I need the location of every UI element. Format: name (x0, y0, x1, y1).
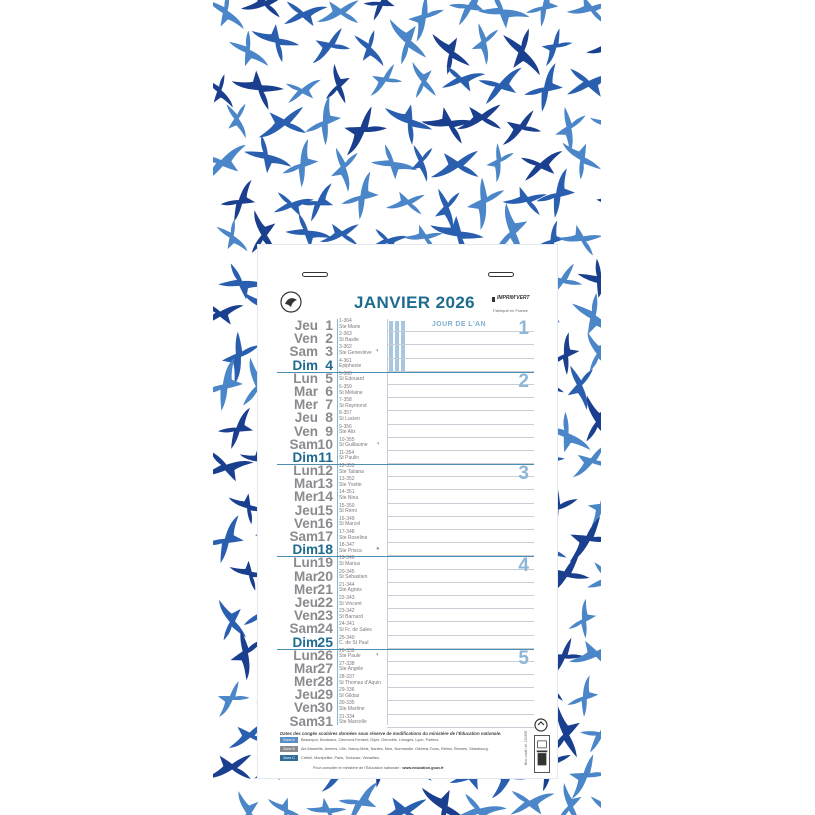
bird-shape (563, 138, 601, 181)
day-name: Dim (292, 634, 318, 650)
day-count: 28-337 (339, 674, 355, 681)
saint-name: St Basile (339, 336, 359, 343)
saint-name: Ste Prisca (339, 547, 362, 554)
binding-ring-right (488, 272, 514, 277)
saint-name: St Raymond (339, 402, 367, 409)
bird-shape (564, 515, 601, 562)
day-name: Mer (293, 674, 318, 690)
saint-name: St Lucien (339, 415, 360, 422)
saint-of-day (339, 543, 362, 554)
bird-shape (213, 0, 244, 31)
day-number: 9 (325, 422, 333, 439)
moon-phase-icon: ◐ (376, 651, 380, 658)
day-count: 15-350 (339, 502, 355, 509)
imprim-vert-label: IMPRIM'VERT (497, 295, 530, 301)
bird-shape (282, 72, 321, 109)
saint-of-day (339, 438, 368, 449)
saint-of-day (339, 411, 360, 422)
binding-ring-left (302, 272, 328, 277)
day-count: 3-362 (339, 344, 352, 351)
saint-of-day (339, 570, 367, 581)
day-name: Lun (293, 647, 318, 663)
day-number: 27 (317, 659, 333, 676)
bird-shape (455, 172, 514, 230)
day-number: 15 (317, 501, 333, 518)
day-name: Mer (293, 489, 318, 505)
day-count: 30-335 (339, 700, 355, 707)
day-number: 30 (317, 699, 333, 716)
bird-shape (213, 515, 252, 566)
bird-shape (319, 141, 368, 191)
saint-of-day (339, 636, 368, 647)
day-name: Ven (293, 515, 318, 531)
day-name: Jeu (294, 318, 318, 333)
day-count: 19-346 (339, 555, 355, 562)
bird-shape (404, 62, 442, 102)
reference-label: Bloc ondé réf. 13030E (524, 730, 528, 765)
saint-of-day (339, 596, 362, 607)
day-number: 1 (325, 317, 333, 333)
day-name: Jeu (294, 502, 318, 518)
saint-name: Ste Yvette (339, 481, 362, 488)
day-number: 26 (317, 646, 333, 663)
bird-shape (589, 788, 601, 815)
bird-shape (335, 172, 388, 224)
saint-name: St Edouard (339, 376, 365, 383)
bird-shape (586, 23, 601, 72)
day-count: 26-339 (339, 647, 355, 654)
day-count: 2-363 (339, 331, 352, 338)
saint-name: C. de St Paul (339, 640, 369, 647)
day-count: 14-351 (339, 489, 355, 496)
week-number: 3 (518, 463, 529, 485)
bird-shape (241, 129, 292, 182)
day-number: 29 (317, 686, 333, 703)
day-row (282, 356, 534, 373)
bird-shape (218, 98, 256, 138)
zone-row (280, 746, 525, 754)
bird-shape (268, 792, 304, 815)
day-count: 12-353 (339, 463, 355, 470)
bird-shape (448, 0, 490, 26)
day-number: 28 (317, 673, 333, 690)
bird-shape (561, 675, 601, 720)
bird-shape (590, 179, 601, 219)
day-count: 6-359 (339, 383, 352, 390)
zone-cities: Aix-Marseille, Amiens, Lille, Nancy-Metz, Nantes, Nice, Normandie, Orléans-Tours, Reims, Rennes, Strasbourg. (301, 747, 489, 751)
day-count: 20-345 (339, 568, 355, 575)
day-name: Sam (289, 529, 318, 544)
day-list (282, 319, 534, 728)
day-number: 17 (317, 528, 333, 544)
saint-name: Epiphanie (339, 363, 362, 370)
moon-phase-icon: ● (376, 546, 380, 553)
bird-shape (558, 215, 601, 265)
bird-shape (316, 64, 360, 109)
note-line (387, 727, 534, 728)
day-count: 7-358 (339, 397, 352, 404)
day-number: 20 (317, 567, 333, 584)
bird-shape (580, 550, 601, 609)
saint-name: Ste Roseline (339, 534, 368, 541)
zone-row (280, 737, 525, 745)
bird-shape (521, 0, 567, 30)
week-number: 4 (518, 555, 529, 577)
day-name: Ven (293, 608, 318, 624)
day-count: 5-360 (339, 370, 352, 377)
day-count: 1-364 (339, 318, 352, 324)
ministry-link[interactable]: www.education.gouv.fr (402, 766, 444, 770)
saint-name: St Thomas d'Aquin (339, 679, 381, 686)
day-row (282, 411, 534, 424)
saint-of-day (339, 609, 363, 620)
bird-shape (216, 219, 247, 253)
saint-name: St Rémi (339, 508, 357, 515)
bird-shape (535, 26, 577, 66)
saint-name: Ste Marie (339, 323, 361, 330)
bird-shape (436, 55, 486, 103)
day-name: Jeu (294, 594, 318, 610)
day-name: Ven (293, 331, 318, 347)
bird-shape (499, 26, 544, 75)
saint-name: St Fr. de Sales (339, 626, 372, 633)
moon-phase-icon: ◑ (376, 440, 380, 447)
saint-of-day (339, 688, 359, 699)
bird-shape (572, 292, 601, 340)
exacompta-logo-icon (280, 291, 302, 313)
day-number: 5 (325, 369, 333, 386)
day-number: 6 (325, 382, 333, 399)
bird-shape (297, 96, 352, 150)
saint-of-day (339, 451, 359, 462)
saint-of-day (339, 477, 362, 488)
day-name: Mar (293, 568, 318, 584)
saint-of-day (339, 398, 367, 409)
day-row (282, 712, 534, 729)
saint-name: St Sébastien (339, 574, 368, 581)
bird-shape (422, 784, 467, 815)
day-count: 24-341 (339, 621, 355, 628)
bird-shape (573, 443, 601, 479)
bird-shape (227, 791, 270, 815)
saint-of-day (339, 425, 356, 436)
day-number: 8 (325, 409, 333, 426)
day-name: Mar (293, 476, 318, 492)
saint-of-day (339, 556, 360, 567)
saint-of-day (339, 675, 381, 686)
bird-shape (367, 137, 417, 188)
saint-of-day (339, 649, 361, 660)
saint-of-day (339, 622, 372, 633)
day-count: 13-352 (339, 476, 355, 483)
day-count: 18-347 (339, 542, 355, 549)
day-row (282, 332, 534, 345)
saint-of-day (339, 359, 361, 370)
day-number: 14 (317, 488, 333, 505)
bird-shape (377, 784, 435, 815)
saint-of-day (339, 385, 363, 396)
saint-name: St Barnard (339, 613, 363, 620)
bird-shape (275, 139, 329, 192)
saint-of-day (339, 583, 362, 594)
bird-shape (478, 139, 522, 182)
day-count: 11-354 (339, 449, 355, 456)
bird-shape (518, 63, 572, 115)
bird-shape (579, 715, 601, 753)
saint-name: Ste Marcelle (339, 719, 367, 726)
day-count: 4-361 (339, 357, 352, 364)
day-count: 8-357 (339, 410, 352, 417)
day-number: 11 (318, 448, 333, 465)
zone-badge: Zone C (280, 755, 298, 761)
day-name: Mar (293, 660, 318, 676)
bird-shape (213, 139, 246, 185)
day-number: 12 (317, 462, 333, 479)
bird-shape (213, 73, 236, 108)
day-name: Sam (289, 621, 318, 637)
day-name: Ven (293, 423, 318, 439)
bird-shape (297, 183, 339, 223)
ministry-link-line (280, 766, 525, 770)
day-count: 23-342 (339, 608, 355, 615)
saint-of-day (339, 345, 372, 356)
day-name: Lun (293, 463, 318, 479)
bird-shape (503, 110, 541, 145)
ministry-link-prefix: Pour consulter le ministère de l'Éducation nationale : (313, 766, 402, 770)
bird-shape (311, 28, 350, 64)
day-name: Mer (293, 581, 318, 597)
day-count: 17-348 (339, 529, 355, 535)
bird-shape (547, 783, 593, 815)
saint-name: St Paulin (339, 455, 360, 462)
bird-shape (213, 439, 254, 494)
saint-of-day (339, 662, 363, 673)
day-name: Jeu (294, 687, 318, 703)
day-name: Sam (289, 436, 318, 452)
bird-shape (578, 332, 601, 377)
day-number: 21 (317, 580, 333, 597)
day-number: 13 (317, 475, 333, 492)
day-count: 31-334 (339, 713, 355, 720)
day-name: Sam (289, 344, 318, 360)
bird-shape (544, 101, 595, 153)
saint-of-day (339, 372, 364, 383)
saint-name: St Gildas (339, 692, 360, 699)
saint-of-day (339, 464, 364, 475)
saint-of-day (339, 701, 365, 712)
day-number: 18 (317, 541, 333, 558)
week-number: 5 (518, 647, 529, 669)
bird-shape (424, 182, 471, 230)
day-number: 25 (317, 633, 333, 650)
bird-shape (432, 33, 469, 74)
month-title: JANVIER 2026 (354, 293, 476, 312)
saint-of-day (339, 517, 360, 528)
saint-of-day (339, 332, 359, 343)
saint-of-day (339, 319, 360, 330)
day-row (282, 398, 534, 411)
day-number: 22 (317, 593, 333, 610)
day-name: Ven (293, 700, 318, 716)
bird-shape (241, 0, 291, 28)
saint-name: St Mélaine (339, 389, 363, 396)
day-name: Dim (292, 449, 318, 465)
zone-cities: Besançon, Bordeaux, Clermont-Ferrand, Dijon, Grenoble, Limoges, Lyon, Poitiers. (301, 738, 440, 742)
day-row (282, 345, 534, 358)
day-number: 4 (325, 356, 333, 373)
saint-name: Ste Agnès (339, 587, 362, 594)
day-count: 16-349 (339, 515, 355, 522)
saint-of-day (339, 530, 367, 541)
day-name: Mer (293, 397, 318, 413)
saint-name: Ste Alix (339, 429, 356, 436)
zone-badge: Zone A (280, 737, 298, 743)
bird-shape (561, 599, 601, 643)
bird-shape (461, 18, 508, 65)
bird-shape (559, 55, 601, 111)
day-count: 10-355 (339, 436, 355, 443)
bird-shape (567, 0, 601, 34)
day-count: 22-343 (339, 594, 355, 601)
saint-name: Ste Angèle (339, 666, 364, 673)
saint-of-day (339, 504, 357, 515)
bird-shape (386, 181, 431, 225)
day-number: 31 (317, 712, 333, 729)
saint-name: Ste Martine (339, 706, 365, 713)
moon-phase-icon: ◐ (376, 348, 380, 355)
day-count: 29-336 (339, 687, 355, 694)
day-name: Dim (292, 357, 318, 373)
saint-name: Ste Tatiana (339, 468, 364, 475)
zone-row (280, 755, 525, 763)
day-number: 3 (325, 343, 333, 360)
day-number: 16 (317, 514, 333, 531)
day-count: 21-344 (339, 581, 355, 588)
calendar-sheet (258, 245, 557, 778)
saint-name: St Vincent (339, 600, 362, 607)
day-number: 19 (317, 554, 333, 571)
zone-cities: Créteil, Montpellier, Paris, Toulouse, Versailles. (301, 756, 380, 760)
day-name: Mar (293, 383, 318, 399)
saint-name: St Marcel (339, 521, 361, 528)
day-name: Dim (292, 542, 318, 558)
day-number: 7 (325, 396, 333, 413)
saint-name: St Marius (339, 560, 361, 567)
day-number: 10 (317, 435, 333, 452)
sorting-bin-icon (534, 735, 550, 773)
bird-shape (213, 743, 259, 793)
saint-name: Ste Geneviève (339, 349, 372, 356)
bird-shape (352, 28, 387, 66)
day-name: Lun (293, 555, 318, 571)
saint-name: St Guillaume (339, 442, 368, 449)
day-name: Jeu (294, 410, 318, 426)
school-holidays-footer (280, 731, 525, 770)
made-in-france-label: Fabriqué en France (493, 308, 528, 313)
bird-shape (361, 0, 400, 22)
bird-shape (457, 94, 508, 142)
saint-of-day (339, 715, 367, 726)
day-number: 23 (317, 607, 333, 624)
bird-shape (477, 66, 521, 106)
bird-shape (517, 144, 562, 186)
saint-of-day (339, 490, 358, 501)
holiday-note: JOUR DE L'AN (432, 321, 486, 328)
bird-shape (277, 0, 327, 38)
day-number: 24 (317, 620, 333, 637)
bird-shape (213, 679, 252, 716)
triman-recycle-icon (534, 718, 548, 732)
bird-shape (431, 139, 486, 192)
saint-name: Ste Nina (339, 495, 359, 502)
day-row (282, 382, 534, 399)
day-number: 2 (325, 330, 333, 347)
day-name: Lun (293, 370, 318, 386)
bird-shape (214, 408, 260, 451)
week-number: 1 (518, 318, 529, 339)
day-name: Sam (289, 713, 318, 729)
week-number: 2 (518, 370, 529, 392)
bird-shape (368, 64, 403, 96)
bird-shape (336, 104, 391, 155)
bird-shape (590, 104, 601, 149)
day-count: 9-356 (339, 423, 352, 430)
bird-shape (213, 290, 243, 336)
saint-name: Ste Paule (339, 653, 361, 660)
bird-shape (317, 0, 366, 36)
day-count: 27-338 (339, 660, 355, 667)
day-count: 25-340 (339, 634, 355, 641)
zone-badge: Zone B (280, 746, 298, 752)
bird-shape (213, 358, 253, 415)
holidays-disclaimer: Dates des congés scolaires données sous réserve de modifications du ministère de l'Éducation nationale. (280, 731, 502, 736)
